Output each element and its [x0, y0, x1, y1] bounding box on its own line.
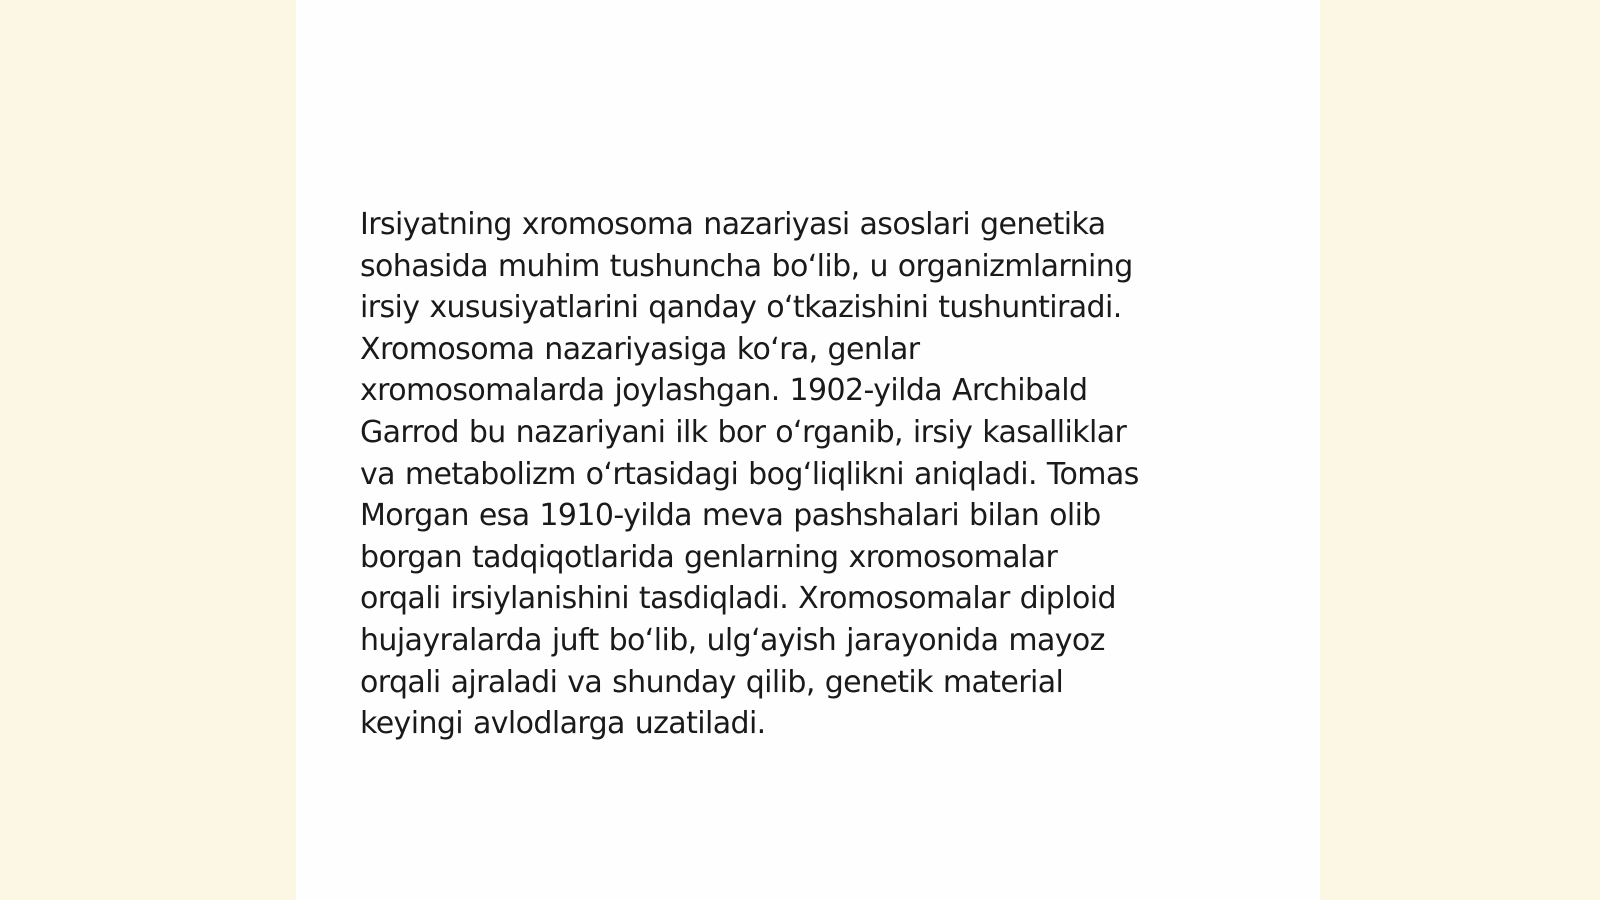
paragraph-line: orqali irsiylanishini tasdiqladi. Xromosomalar diploid — [360, 581, 1116, 617]
paragraph-line: hujayralarda juft bo‘lib, ulg‘ayish jarayonida mayoz — [360, 622, 1105, 658]
paragraph-line: borgan tadqiqotlarida genlarning xromosomalar — [360, 539, 1058, 575]
paragraph-line: Garrod bu nazariyani ilk bor o‘rganib, irsiy kasalliklar — [360, 414, 1127, 450]
paragraph-line: Xromosoma nazariyasiga ko‘ra, genlar — [360, 331, 920, 367]
paragraph-line: irsiy xususiyatlarini qanday o‘tkazishini tushuntiradi. — [360, 290, 1122, 326]
paragraph-line: orqali ajraladi va shunday qilib, genetik material — [360, 664, 1064, 700]
paragraph-line: va metabolizm o‘rtasidagi bog‘liqlikni aniqladi. Tomas — [360, 456, 1139, 492]
paragraph-line: Irsiyatning xromosoma nazariyasi asoslari genetika — [360, 207, 1106, 242]
paragraph-line: Morgan esa 1910-yilda meva pashshalari bilan olib — [360, 498, 1101, 534]
paragraph-line: xromosomalarda joylashgan. 1902-yilda Archibald — [360, 373, 1088, 409]
left-background-panel — [0, 0, 296, 900]
slide-paragraph — [360, 204, 1240, 745]
paragraph-line: keyingi avlodlarga uzatiladi. — [360, 706, 766, 742]
slide-canvas — [296, 0, 1320, 900]
paragraph-line: sohasida muhim tushuncha bo‘lib, u organizmlarning — [360, 248, 1133, 284]
right-background-panel — [1320, 0, 1600, 900]
